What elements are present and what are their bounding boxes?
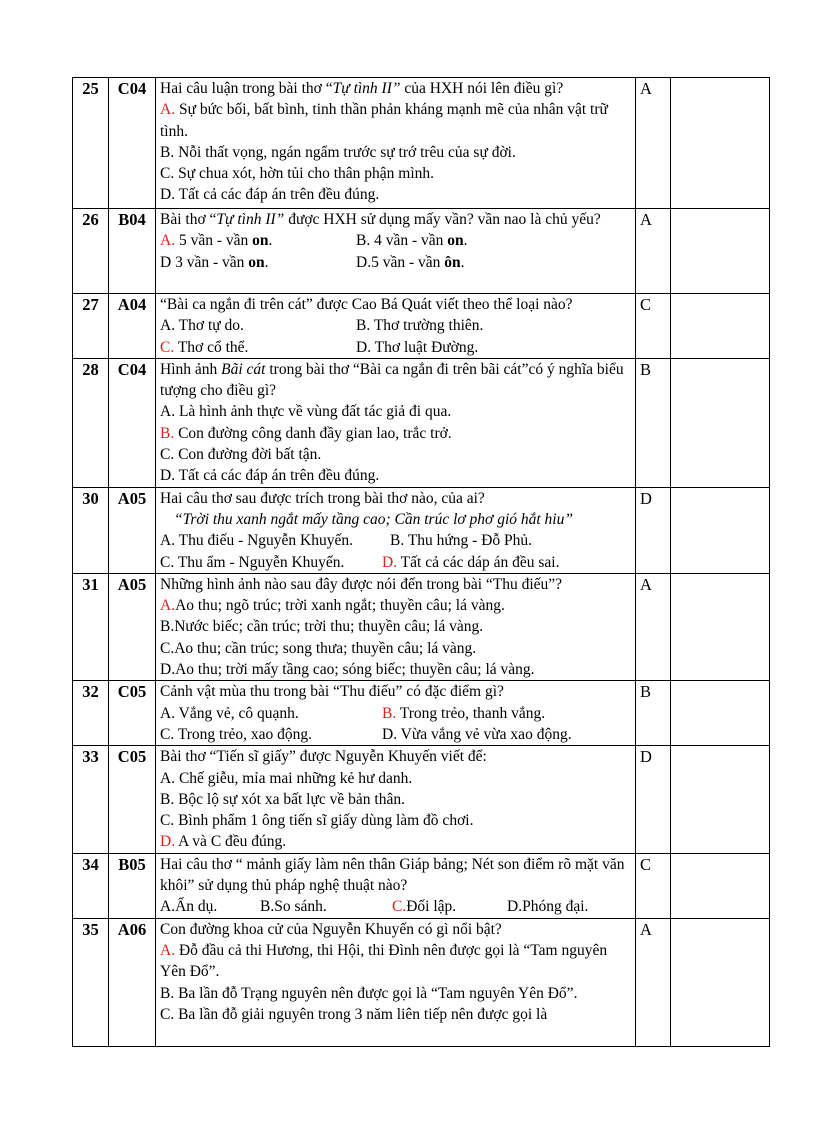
- question-number: 31: [73, 573, 109, 680]
- question-text: Hai câu luận trong bài thơ “Tự tình II” của HXH nói lên điều gì?: [160, 80, 564, 97]
- quiz-table: [72, 77, 770, 1047]
- note-cell: [671, 209, 770, 294]
- answer-key: D: [636, 746, 671, 853]
- option-d: D. A và C đều đúng.: [160, 833, 287, 851]
- option-a: A. Vắng vẻ, cô quạnh.: [160, 704, 299, 722]
- note-cell: [671, 918, 770, 1046]
- question-number: 26: [73, 209, 109, 294]
- option-a: A. Chế giễu, mỉa mai những kẻ hư danh.: [160, 769, 413, 787]
- note-cell: [671, 78, 770, 209]
- note-cell: [671, 681, 770, 746]
- question-text: Con đường khoa cử của Nguyễn Khuyến có gì nổi bật?: [160, 920, 502, 938]
- question-code: A05: [109, 573, 156, 680]
- answer-key: D: [636, 487, 671, 573]
- question-code: C04: [109, 358, 156, 487]
- question-code: C04: [109, 78, 156, 209]
- option-c: C. Thu ẩm - Nguyễn Khuyến.: [160, 553, 345, 571]
- option-c: C. Con đường đời bất tận.: [160, 446, 322, 464]
- option-b: B.Nước biếc; cần trúc; trời thu; thuyền câu; lá vàng.: [160, 618, 484, 636]
- option-b: B.So sánh.: [260, 898, 327, 916]
- option-d: D.5 vần - vần ôn.: [356, 253, 465, 271]
- table-row: [73, 681, 770, 746]
- options-row: [160, 896, 631, 917]
- note-cell: [671, 746, 770, 853]
- question-code: A04: [109, 294, 156, 359]
- question-code: C05: [109, 681, 156, 746]
- question-cell: [156, 746, 636, 853]
- note-cell: [671, 294, 770, 359]
- question-number: 30: [73, 487, 109, 573]
- question-text: Bài thơ “Tự tình II” được HXH sử dụng mấy vần? vần nao là chủ yếu?: [160, 211, 601, 228]
- option-a: A. 5 vần - vần on.: [160, 232, 273, 250]
- table-row: [73, 746, 770, 853]
- question-number: 25: [73, 78, 109, 209]
- question-text: Hai câu thơ sau được trích trong bài thơ nào, của ai?: [160, 489, 485, 507]
- question-code: C05: [109, 746, 156, 853]
- question-number: 27: [73, 294, 109, 359]
- question-number: 28: [73, 358, 109, 487]
- note-cell: [671, 487, 770, 573]
- question-text: “Bài ca ngắn đi trên cát” được Cao Bá Quát viết theo thể loại nào?: [160, 296, 573, 313]
- question-cell: [156, 294, 636, 359]
- option-b: B. Thơ trường thiên.: [356, 317, 484, 335]
- table-row: [73, 78, 770, 209]
- options-row: [160, 315, 631, 336]
- note-cell: [671, 358, 770, 487]
- question-number: 32: [73, 681, 109, 746]
- question-text: Hình ảnh Bãi cát trong bài thơ “Bài ca ngắn đi trên bãi cát”có ý nghĩa biểu tượng cho điều gì?: [160, 360, 624, 400]
- option-b: B. Bộc lộ sự xót xa bất lực về bản thân.: [160, 790, 405, 808]
- option-c: C.Ao thu; cần trúc; song thưa; thuyền câu; lá vàng.: [160, 639, 477, 657]
- question-number: 33: [73, 746, 109, 853]
- question-code: A06: [109, 918, 156, 1046]
- question-cell: [156, 209, 636, 294]
- table-row: [73, 573, 770, 680]
- option-b: B. Thu hứng - Đỗ Phủ.: [390, 532, 533, 550]
- answer-key: C: [636, 853, 671, 918]
- option-b: B. Con đường công danh đầy gian lao, trắc trở.: [160, 424, 452, 442]
- option-a: A. Sự bức bối, bất bình, tinh thần phản kháng mạnh mẽ của nhân vật trữ tình.: [160, 101, 608, 140]
- option-a: A. Là hình ảnh thực về vùng đất tác giả đi qua.: [160, 403, 452, 421]
- question-cell: [156, 358, 636, 487]
- question-cell: [156, 918, 636, 1046]
- options-row: [160, 552, 631, 573]
- options-row: [160, 530, 631, 551]
- option-a: A. Thơ tự do.: [160, 317, 244, 335]
- question-text: Bài thơ “Tiến sĩ giấy” được Nguyễn Khuyến viết để:: [160, 748, 487, 766]
- note-cell: [671, 573, 770, 680]
- options-row: [160, 337, 631, 358]
- options-row: [160, 230, 631, 251]
- question-text: Hai câu thơ “ mảnh giấy làm nên thân Giáp bảng; Nét son điểm rõ mặt văn khôi” sử dụng thủ pháp nghệ thuật nào?: [160, 855, 625, 895]
- question-cell: [156, 853, 636, 918]
- question-code: B05: [109, 853, 156, 918]
- answer-key: A: [636, 209, 671, 294]
- option-a: A. Thu điếu - Nguyễn Khuyến.: [160, 532, 354, 550]
- option-c: C. Trong trẻo, xao động.: [160, 725, 313, 743]
- answer-key: A: [636, 573, 671, 680]
- options-row: [160, 703, 631, 724]
- question-cell: [156, 681, 636, 746]
- note-cell: [671, 853, 770, 918]
- answer-key: B: [636, 358, 671, 487]
- poem-quote: “Trời thu xanh ngắt mấy tầng cao; Cần trúc lơ phơ gió hắt hiu”: [174, 510, 573, 528]
- answer-key: B: [636, 681, 671, 746]
- table-row: [73, 209, 770, 294]
- question-number: 34: [73, 853, 109, 918]
- option-c: C. Thơ cổ thể.: [160, 338, 249, 356]
- table-row: [73, 294, 770, 359]
- option-c: C. Ba lần đỗ giải nguyên trong 3 năm liên tiếp nên được gọi là: [160, 1005, 548, 1023]
- question-code: A05: [109, 487, 156, 573]
- option-b: B. Trong trẻo, thanh vắng.: [382, 704, 546, 722]
- question-cell: [156, 573, 636, 680]
- question-text: Những hình ảnh nào sau đây được nói đến trong bài “Thu điếu”?: [160, 575, 563, 593]
- option-d: D. Thơ luật Đường.: [356, 338, 479, 356]
- options-row: [160, 724, 631, 745]
- table-row: [73, 853, 770, 918]
- table-row: [73, 487, 770, 573]
- answer-key: A: [636, 78, 671, 209]
- table-row: [73, 358, 770, 487]
- option-b: B. Nỗi thất vọng, ngán ngẩm trước sự trớ trêu của sự đời.: [160, 143, 516, 161]
- question-code: B04: [109, 209, 156, 294]
- answer-key: C: [636, 294, 671, 359]
- option-c: C. Sự chua xót, hờn tủi cho thân phận mình.: [160, 165, 435, 183]
- option-c: D 3 vần - vần on.: [160, 253, 269, 271]
- option-a: A.Ẩn dụ.: [160, 898, 218, 916]
- option-d: D.Ao thu; trời mấy tầng cao; sóng biếc; thuyền câu; lá vàng.: [160, 661, 535, 679]
- option-b: B. 4 vần - vần on.: [356, 232, 468, 250]
- question-number: 35: [73, 918, 109, 1046]
- question-cell: [156, 78, 636, 209]
- option-c: C. Bình phẩm 1 ông tiến sĩ giấy dùng làm đồ chơi.: [160, 812, 474, 830]
- option-a: A.Ao thu; ngõ trúc; trời xanh ngắt; thuyền câu; lá vàng.: [160, 597, 505, 615]
- option-d: D. Tất cả các đáp án trên đều đúng.: [160, 467, 380, 485]
- answer-key: A: [636, 918, 671, 1046]
- option-d: D. Tất cả các đáp án trên đều đúng.: [160, 186, 380, 204]
- options-row: [160, 252, 631, 273]
- option-c: C.Đối lập.: [392, 898, 457, 916]
- option-b: B. Ba lần đỗ Trạng nguyên nên được gọi là “Tam nguyên Yên Đổ”.: [160, 984, 578, 1002]
- table-row: [73, 918, 770, 1046]
- option-d: D. Tất cả các dáp án đều sai.: [382, 553, 560, 571]
- option-d: D.Phóng đại.: [507, 898, 589, 916]
- question-cell: [156, 487, 636, 573]
- option-d: D. Vừa vắng vẻ vừa xao động.: [382, 725, 572, 743]
- option-a: A. Đỗ đầu cả thi Hương, thi Hội, thi Đình nên được gọi là “Tam nguyên Yên Đổ”.: [160, 941, 608, 981]
- question-text: Cảnh vật mùa thu trong bài “Thu điếu” có đặc điểm gì?: [160, 683, 504, 701]
